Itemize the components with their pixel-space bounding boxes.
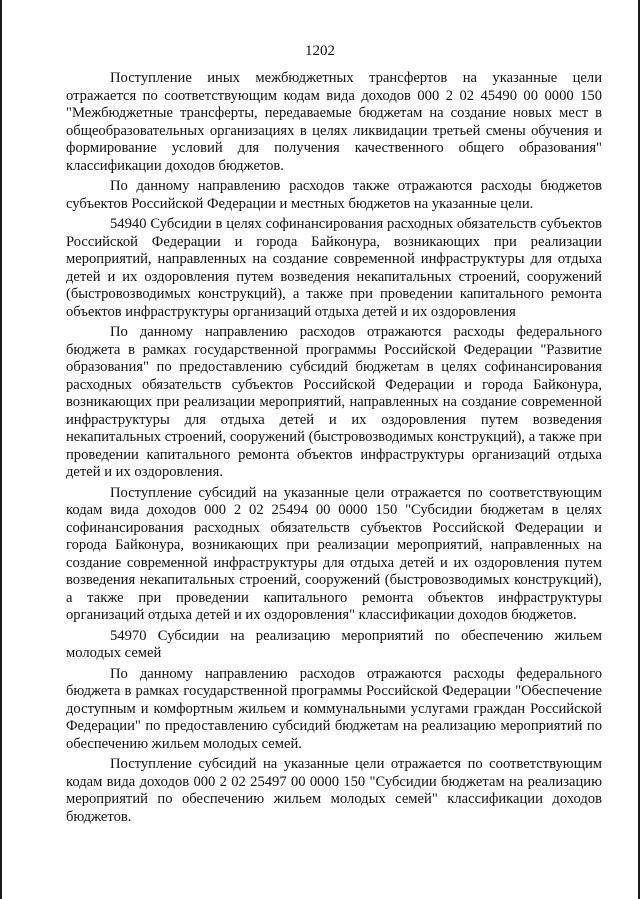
paragraph-54970-description: По данному направлению расходов отражаются расходы федерального бюджета в рамках государственной программы Российской Федерации "Обеспечение доступным и комфортным жильем и коммунальными услугами граждан Российской Федерации" по предоставлению субсидий бюджетам на реализацию мероприятий по обеспечению жильем молодых семей.: [66, 665, 602, 752]
paragraph-transfers-receipt: Поступление иных межбюджетных трансфертов на указанные цели отражается по соответствующим кодам вида доходов 000 2 02 45490 00 0000 150 "Межбюджетные трансферты, передаваемые бюджетам на создание новых мест в общеобразовательных организациях в целях ликвидации третьей смены обучения и формирование условий для получения качественного общего образования" классификации доходов бюджетов.: [66, 70, 602, 174]
scan-edge-left: [0, 0, 2, 899]
paragraph-regional-expenses: По данному направлению расходов также отражаются расходы бюджетов субъектов Российской Федерации и местных бюджетов на указанные цели.: [66, 178, 602, 212]
paragraph-54970-receipt: Поступление субсидий на указанные цели отражается по соответствующим кодам вида доходов 000 2 02 25497 00 0000 150 "Субсидии бюджетам на реализацию мероприятий по обеспечению жильем молодых семей" классификации доходов бюджетов.: [66, 756, 602, 825]
paragraph-54940-description: По данному направлению расходов отражаются расходы федерального бюджета в рамках государственной программы Российской Федерации "Развитие образования" по предоставлению субсидий бюджетам в целях софинансирования расходных обязательств субъектов Российской Федерации и города Байконура, возникающих при реализации мероприятий, направленных на создание современной инфраструктуры для отдыха детей и их оздоровления путем возведения некапитальных строений, сооружений (быстровозводимых конструкций), а также при проведении капитального ремонта объектов инфраструктуры организаций отдыха детей и их оздоровления.: [66, 324, 602, 480]
paragraph-54940-receipt: Поступление субсидий на указанные цели отражается по соответствующим кодам вида доходов 000 2 02 25494 00 0000 150 "Субсидии бюджетам в целях софинансирования расходных обязательств субъектов Российской Федерации и города Байконура, возникающих при реализации мероприятий, направленных на создание современной инфраструктуры для отдыха детей и их оздоровления путем возведения некапитальных строений, сооружений (быстровозводимых конструкций), а также при проведении капитального ремонта объектов инфраструктуры организаций отдыха детей и их оздоровления" классификации доходов бюджетов.: [66, 484, 602, 623]
page-number: 1202: [305, 43, 335, 59]
expense-code-heading-54970: 54970 Субсидии на реализацию мероприятий по обеспечению жильем молодых семей: [66, 627, 602, 661]
expense-code-heading-54940: 54940 Субсидии в целях софинансирования расходных обязательств субъектов Российской Федерации и города Байконура, возникающих при реализации мероприятий, направленных на создание современной инфраструктуры для отдыха детей и их оздоровления путем возведения некапитальных строений, сооружений (быстровозводимых конструкций), а также при проведении капитального ремонта объектов инфраструктуры организаций отдыха детей и их оздоровления: [66, 216, 602, 320]
document-body: [66, 70, 602, 829]
